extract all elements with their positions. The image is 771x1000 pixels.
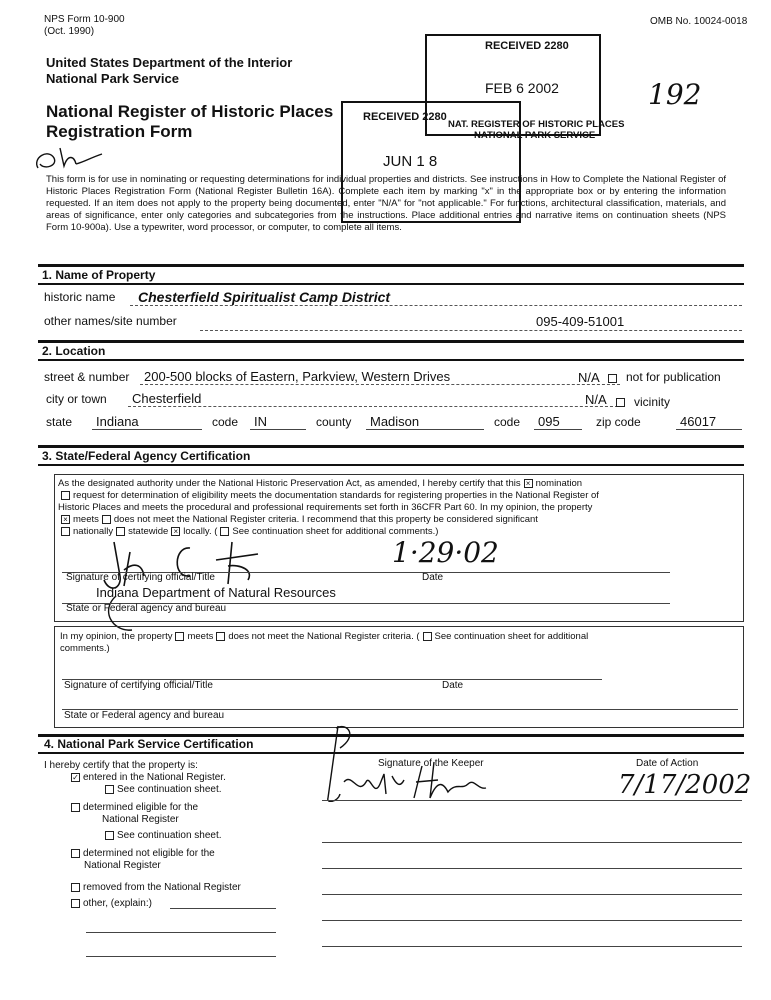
eligible-label-2: National Register [102, 814, 179, 825]
not-eligible-label-2: National Register [84, 860, 161, 871]
not-eligible-row [68, 848, 215, 860]
county-code-label: code [494, 415, 521, 429]
section3-top-rule [38, 445, 744, 448]
nationally-checkbox[interactable] [61, 527, 70, 536]
cert-line-1 [58, 478, 738, 490]
city-value[interactable]: Chesterfield [132, 391, 202, 406]
opinion-see-cont-checkbox[interactable] [423, 632, 432, 641]
date-of-action: 7/17/2002 [618, 770, 752, 800]
date-action-label: Date of Action [636, 758, 699, 769]
form-date: (Oct. 1990) [44, 26, 95, 37]
other-label: other, (explain:) [83, 898, 152, 909]
nomination-checkbox[interactable]: × [524, 479, 533, 488]
vicinity-label: vicinity [634, 395, 671, 409]
stamp2-received-label: RECEIVED 2280 [363, 111, 447, 123]
other-names-label: other names/site number [44, 314, 177, 328]
city-line [128, 406, 618, 407]
agency-label: State or Federal agency and bureau [66, 603, 227, 614]
other-names-line [200, 330, 742, 331]
section3-heading-rule [38, 464, 744, 466]
initials-scribble [30, 140, 110, 174]
opinion-not-meet-checkbox[interactable] [216, 632, 225, 641]
county-label: county [316, 415, 352, 429]
see-cont-row-2 [102, 830, 222, 842]
cert-line2-text: request for determination of eligibility meets the documentation standards for registering properties in the National Register of [73, 490, 599, 501]
keeper-line-2 [322, 842, 742, 843]
zip-line [676, 429, 742, 430]
form-subtitle: Registration Form [46, 122, 193, 141]
not-eligible-label-1: determined not eligible for the [83, 848, 215, 859]
zip-value[interactable]: 46017 [680, 414, 717, 429]
opinion-paragraph [60, 631, 734, 655]
omb-number: OMB No. 10024-0018 [650, 16, 748, 27]
city-label: city or town [46, 392, 107, 406]
agency2-label: State or Federal agency and bureau [64, 710, 225, 721]
request-checkbox[interactable] [61, 491, 70, 500]
certification-date: 1·29·02 [392, 536, 499, 569]
keeper-signature [318, 718, 498, 802]
keeper-line-3 [322, 868, 742, 869]
department-name: United States Department of the Interior [46, 55, 293, 70]
sig2-label: Signature of certifying official/Title [64, 680, 213, 691]
sig2-date-label: Date [442, 680, 464, 691]
nationally-label: nationally [73, 526, 114, 537]
cert-line-3: Historic Places and meets the procedural and professional requirements set forth in 36CFR Part 60. In my opinion, the property [58, 502, 593, 513]
section1-heading-rule [38, 283, 744, 285]
cert-paragraph [58, 478, 738, 538]
cert-line-2 [58, 490, 738, 502]
opinion-see-cont-label: See continuation sheet for additional [434, 631, 589, 642]
stamp-register-text [448, 119, 624, 141]
state-line [92, 429, 202, 430]
street-label: street & number [44, 370, 130, 384]
vicinity-checkbox[interactable] [616, 398, 625, 407]
city-na: N/A [585, 392, 607, 407]
agency-value[interactable]: Indiana Department of Natural Resources [96, 585, 336, 600]
other-line-3 [86, 956, 276, 957]
form-title: National Register of Historic Places [46, 102, 334, 121]
state-code-label: code [212, 415, 239, 429]
see-cont-checkbox-1[interactable] [105, 785, 114, 794]
see-continuation-checkbox[interactable] [220, 527, 229, 536]
see-continuation-label: See continuation sheet for additional comments.) [232, 526, 439, 537]
form-number: NPS Form 10-900 [44, 14, 125, 25]
other-row [68, 898, 152, 910]
section1-top-rule [38, 264, 744, 267]
signature-label: Signature of certifying official/Title [66, 572, 215, 583]
opinion-line-1 [60, 631, 734, 643]
agency-name: National Park Service [46, 71, 179, 86]
section2-heading: 2. Location [42, 344, 106, 358]
historic-name-value[interactable]: Chesterfield Spiritualist Camp District [138, 289, 391, 305]
not-for-publication-checkbox[interactable] [608, 374, 617, 383]
entered-checkbox[interactable]: ✓ [72, 772, 79, 782]
meets-checkbox[interactable]: × [61, 515, 70, 524]
keeper-line-4 [322, 894, 742, 895]
see-cont-label-1: See continuation sheet. [117, 784, 222, 795]
does-not-meet-label: does not meet the National Register criteria. I recommend that this property be considered significant [113, 514, 538, 525]
street-value[interactable]: 200-500 blocks of Eastern, Parkview, Western Drives [144, 369, 451, 384]
cert-line-4 [58, 514, 738, 526]
section4-heading: 4. National Park Service Certification [44, 737, 254, 751]
state-code-value[interactable]: IN [254, 414, 267, 429]
cert-line1-text: As the designated authority under the National Historic Preservation Act, as amended, I hereby certify that this [58, 478, 521, 489]
county-code-value[interactable]: 095 [538, 414, 560, 429]
does-not-meet-checkbox[interactable] [102, 515, 111, 524]
see-cont-checkbox-2[interactable] [105, 831, 114, 840]
opinion-meets-label: meets [187, 631, 214, 642]
signature-date-label: Date [422, 572, 444, 583]
not-for-publication-label: not for publication [626, 370, 721, 384]
other-checkbox[interactable] [71, 899, 80, 908]
see-cont-label-2: See continuation sheet. [117, 830, 222, 841]
instructions-text: This form is for use in nominating or requesting determinations for individual properties and districts. See instructions in How to Complete the National Register of Historic Places Registration Form (National Register Bulletin 16A). Complete each item by marking "x" in the appropriate box or by entering the information requested. If an item does not apply to the property being documented, enter "N/A" for "not applicable." For functions, architectural classification, materials, and areas of significance, enter only categories and subcategories from the instructions. Place additional entries and narrative items on continuation sheets (NPS Form 10-900a). Use a typewriter, word processor, or computer, to complete all items. [46, 174, 726, 233]
section3-heading: 3. State/Federal Agency Certification [42, 449, 251, 463]
section2-heading-rule [38, 359, 744, 361]
county-value[interactable]: Madison [370, 414, 420, 429]
stamp2-received-date: JUN 1 8 [383, 153, 438, 170]
locally-label: locally. ( [183, 526, 218, 537]
section2-top-rule [38, 340, 744, 343]
removed-checkbox[interactable] [71, 883, 80, 892]
stamp-received-label: RECEIVED 2280 [485, 40, 569, 52]
stamp-received-date: FEB 6 2002 [485, 80, 559, 96]
not-eligible-checkbox[interactable] [71, 849, 80, 858]
meets-label: meets [73, 514, 99, 525]
opinion-meets-checkbox[interactable] [175, 632, 184, 641]
statewide-label: statewide [128, 526, 169, 537]
other-line-2 [86, 932, 276, 933]
keeper-line-1 [322, 800, 742, 801]
certify-label: I hereby certify that the property is: [44, 760, 198, 771]
eligible-checkbox[interactable] [71, 803, 80, 812]
entered-row [68, 772, 226, 784]
keeper-line-6 [322, 946, 742, 947]
state-code-line [250, 429, 306, 430]
street-line [140, 384, 620, 385]
statewide-checkbox[interactable] [116, 527, 125, 536]
section1-heading: 1. Name of Property [42, 268, 156, 282]
state-value[interactable]: Indiana [96, 414, 139, 429]
entered-label: entered in the National Register. [83, 772, 226, 783]
removed-label: removed from the National Register [83, 882, 241, 893]
stamp-nps-line: NATIONAL PARK SERVICE [474, 130, 596, 141]
stamp-register-line: NAT. REGISTER OF HISTORIC PLACES [448, 119, 625, 130]
see-cont-row-1 [102, 784, 222, 796]
zip-label: zip code [596, 415, 641, 429]
keeper-line-5 [322, 920, 742, 921]
handwritten-number: 192 [648, 78, 702, 111]
nomination-label: nomination [535, 478, 583, 489]
locally-checkbox[interactable]: × [171, 527, 180, 536]
county-line [366, 429, 484, 430]
eligible-row [68, 802, 198, 814]
historic-name-label: historic name [44, 290, 116, 304]
street-na: N/A [578, 370, 600, 385]
state-label: state [46, 415, 73, 429]
eligible-label-1: determined eligible for the [83, 802, 199, 813]
county-code-line [534, 429, 582, 430]
opinion-text: In my opinion, the property [60, 631, 173, 642]
keeper-label: Signature of the Keeper [378, 758, 484, 769]
other-names-value[interactable]: 095-409-51001 [536, 314, 625, 329]
historic-name-line [130, 305, 742, 306]
opinion-not-meet-label: does not meet the National Register criteria. ( [228, 631, 420, 642]
other-line-1 [170, 908, 276, 909]
opinion-comments: comments.) [60, 643, 110, 654]
removed-row [68, 882, 241, 894]
